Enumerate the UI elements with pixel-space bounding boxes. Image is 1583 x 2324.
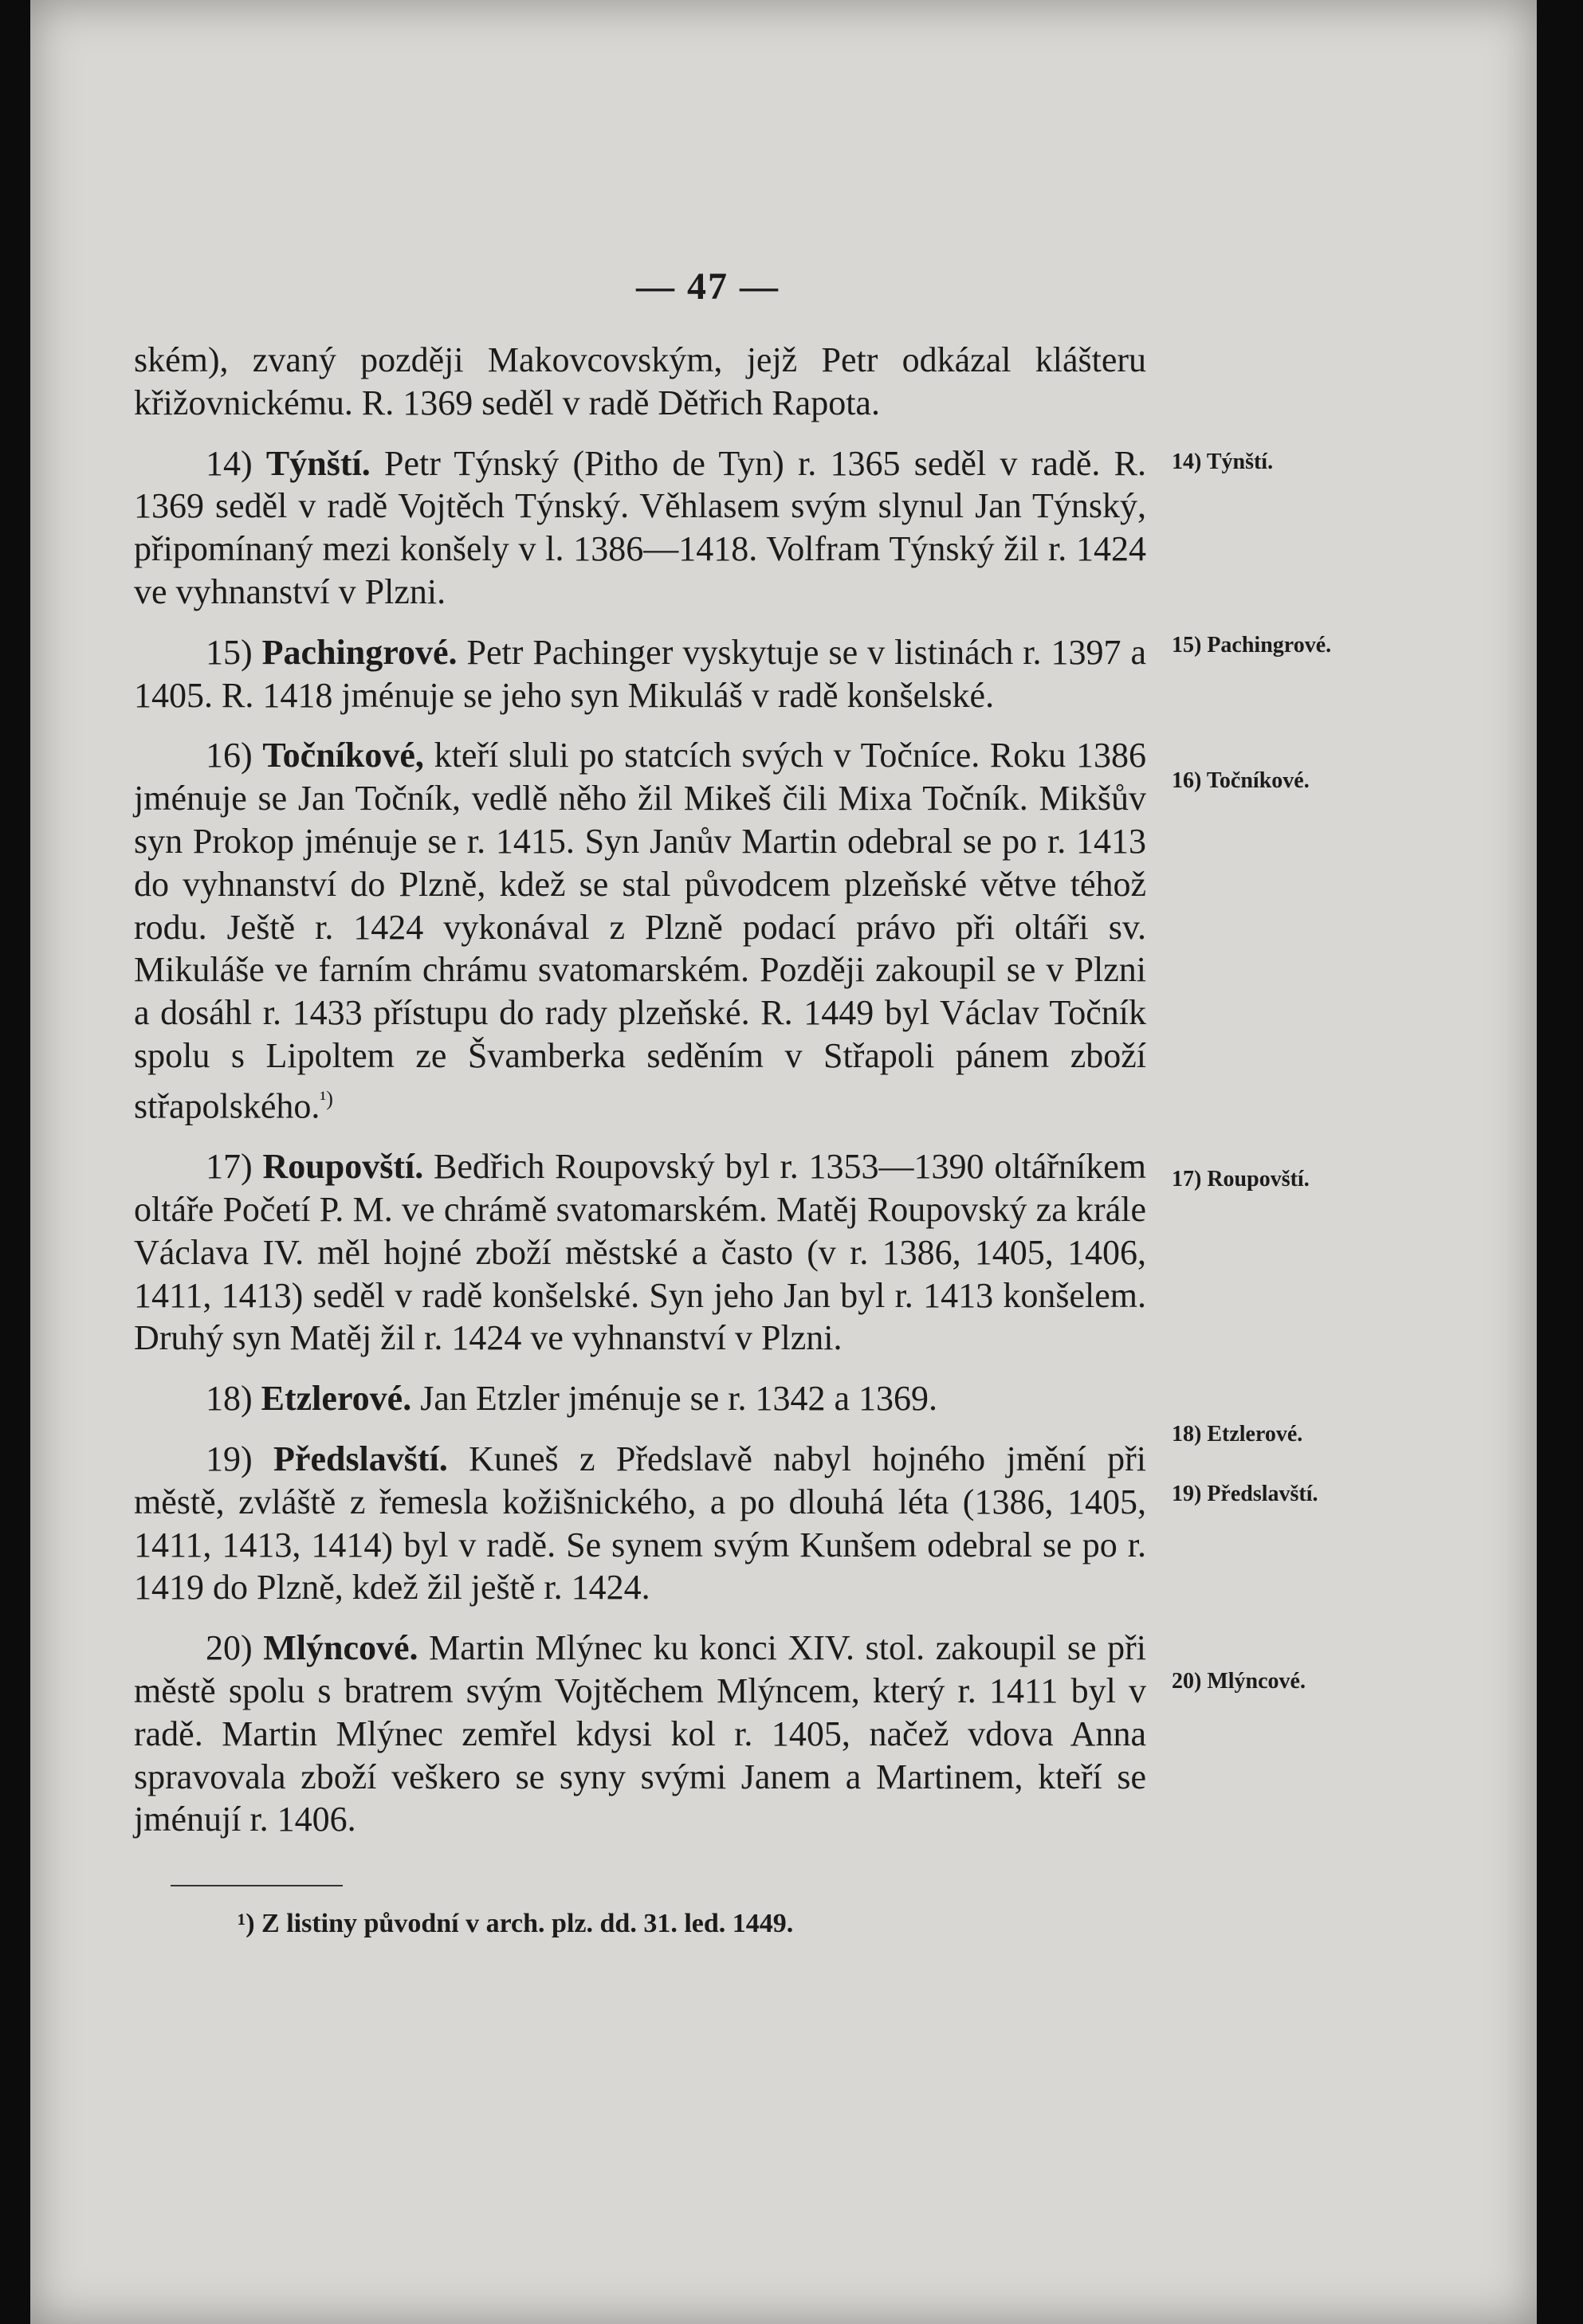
- margin-note-19: 19) Předslavští.: [1172, 1482, 1318, 1506]
- margin-note-20: 20) Mlýncové.: [1172, 1669, 1306, 1694]
- paragraph-text: Kuneš z Předslavě nabyl hojného jmění při městě, zvláště z řemesla kožišnického, a po dlouhá léta (1386, 1405, 1411, 1413, 1414) byl v radě. Se synem svým Kunšem odebral se po r. 1419 do Plzně, kdež žil ještě r. 1424.: [134, 1439, 1146, 1608]
- paragraph-text: Petr Týnský (Pitho de Tyn) r. 1365 seděl v radě. R. 1369 seděl v radě Vojtěch Týnský. Věhlasem svým slynul Jan Týnský, připomínaný mezi konšely v l. 1386—1418. Volfram Týnský žil r. 1424 ve vyhnanství v Plzni.: [134, 443, 1146, 611]
- main-text-column: [134, 339, 1146, 1859]
- paragraph-15: [134, 631, 1146, 717]
- paragraph-17: [134, 1145, 1146, 1360]
- paragraph-text: ském), zvaný později Makovcovským, jejž Petr odkázal klášteru křižovnickému. R. 1369 seděl v radě Dětřich Rapota.: [134, 340, 1146, 422]
- paragraph-number: 18): [206, 1379, 261, 1419]
- paragraph-number: 16): [206, 736, 263, 775]
- paragraph-continuation: [134, 339, 1146, 425]
- paragraph-text: kteří sluli po statcích svých v Točníce. Roku 1386 jménuje se Jan Točník, vedlě něho žil Mikeš čili Mixa Točník. Mikšův syn Prokop jménuje se r. 1415. Syn Janův Martin odebral se po r. 1413 do vyhnanství do Plzně, kdež se stal původcem plzeňské větve téhož rodu. Ještě r. 1424 vykonával z Plzně podací právo při oltáři sv. Mikuláše ve farním chrámu svatomarském. Později zakoupil se v Plzni a dosáhl r. 1433 přístupu do rady plzeňské. R. 1449 byl Václav Točník spolu s Lipoltem ze Švamberka seděním v Střapoli pánem zboží střapolského.: [134, 736, 1146, 1126]
- margin-note-14: 14) Týnští.: [1172, 449, 1274, 474]
- family-name: Točníkové,: [262, 736, 424, 775]
- paragraph-number: 17): [206, 1147, 263, 1187]
- family-name: Předslavští.: [273, 1439, 448, 1478]
- footnote: ¹) Z listiny původní v arch. plz. dd. 31. led. 1449.: [238, 1909, 794, 1938]
- scanned-page: [30, 0, 1537, 2324]
- paragraph-18: [134, 1377, 1146, 1420]
- family-name: Týnští.: [265, 443, 371, 483]
- footnote-divider: [171, 1885, 343, 1886]
- paragraph-number: 14): [206, 443, 266, 483]
- family-name: Mlýncové.: [263, 1628, 418, 1668]
- family-name: Roupovští.: [262, 1147, 424, 1187]
- page-number: — 47 —: [636, 265, 780, 308]
- footnote-reference: ¹): [320, 1086, 333, 1110]
- paragraph-14: [134, 442, 1146, 614]
- margin-note-18: 18) Etzlerové.: [1172, 1422, 1303, 1447]
- paragraph-number: 19): [206, 1439, 274, 1478]
- family-name: Etzlerové.: [261, 1379, 412, 1419]
- paragraph-text: Bedřich Roupovský byl r. 1353—1390 oltářníkem oltáře Početí P. M. ve chrámě svatomarském. Matěj Roupovský za krále Václava IV. měl hojné zboží městské a často (v r. 1386, 1405, 1406, 1411, 1413) seděl v radě konšelské. Syn jeho Jan byl r. 1413 konšelem. Druhý syn Matěj žil r. 1424 ve vyhnanství v Plzni.: [134, 1147, 1146, 1358]
- paragraph-number: 20): [206, 1628, 264, 1668]
- margin-note-17: 17) Roupovští.: [1172, 1167, 1310, 1191]
- margin-note-15: 15) Pachingrové.: [1172, 633, 1332, 658]
- paragraph-19: [134, 1438, 1146, 1609]
- paragraph-number: 15): [206, 632, 262, 672]
- paragraph-text: Martin Mlýnec ku konci XIV. stol. zakoupil se při městě spolu s bratrem svým Vojtěchem Mlýncem, který r. 1411 byl v radě. Martin Mlýnec zemřel kdysi kol r. 1405, načež vdova Anna spravovala zboží veškero se syny svými Janem a Martinem, kteří se jménují r. 1406.: [134, 1628, 1147, 1839]
- paragraph-16: [134, 734, 1146, 1128]
- paragraph-20: [134, 1627, 1146, 1841]
- paragraph-text: Petr Pachinger vyskytuje se v listinách r. 1397 a 1405. R. 1418 jménuje se jeho syn Mikuláš v radě konšelské.: [134, 632, 1147, 715]
- margin-note-16: 16) Točníkové.: [1172, 768, 1310, 793]
- family-name: Pachingrové.: [261, 632, 458, 672]
- paragraph-text: Jan Etzler jménuje se r. 1342 a 1369.: [411, 1379, 938, 1419]
